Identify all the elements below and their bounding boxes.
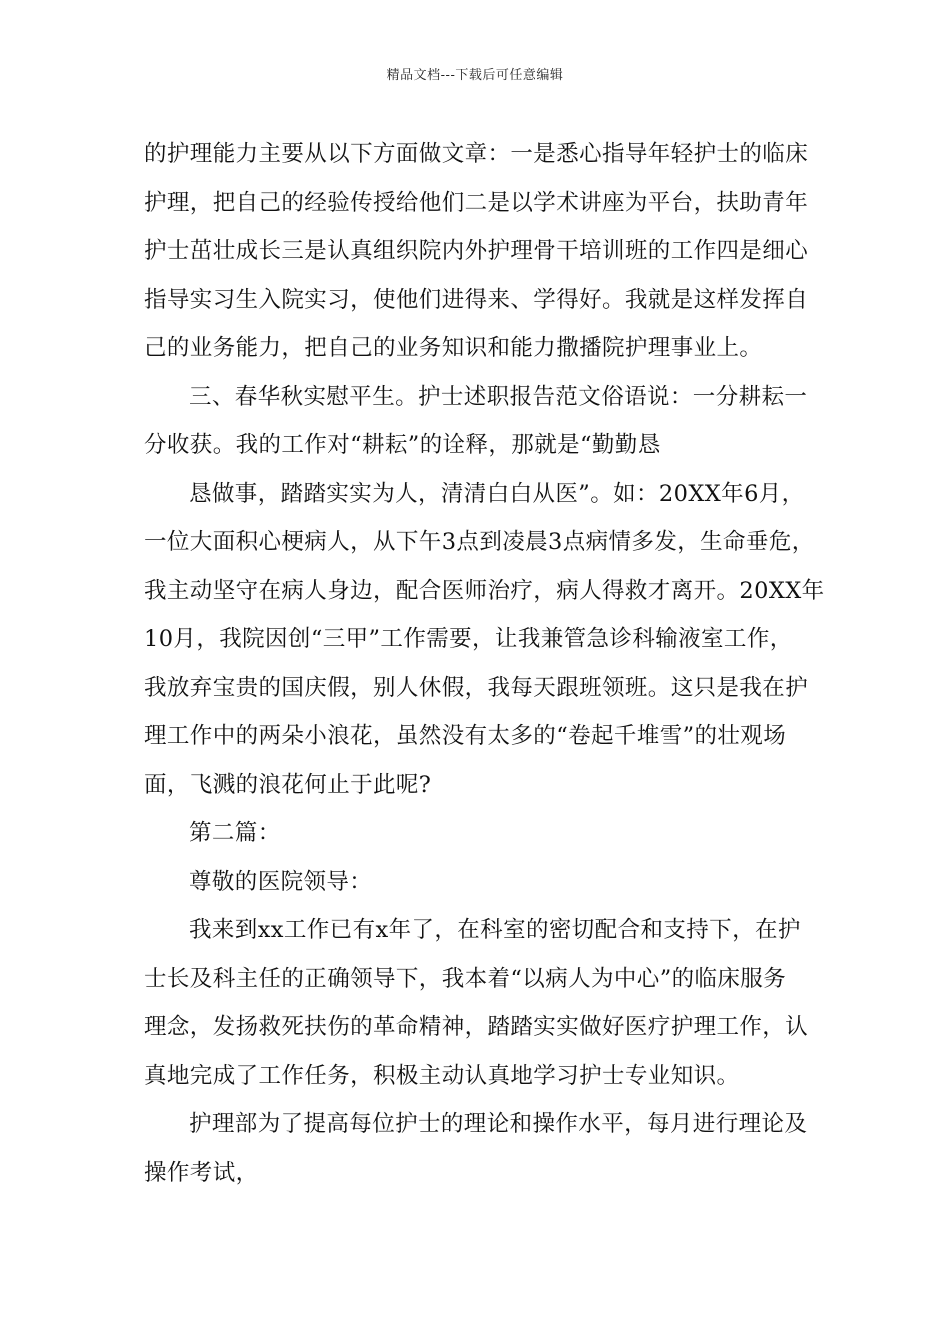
- body-line: 理念，发扬救死扶伤的革命精神，踏踏实实做好医疗护理工作，认: [144, 1014, 809, 1040]
- body-line: 10月，我院因创“三甲”工作需要，让我兼管急诊科输液室工作，: [144, 626, 793, 652]
- body-line: 理工作中的两朵小浪花，虽然没有太多的“卷起千堆雪”的壮观场: [144, 723, 787, 749]
- body-line: 恳做事，踏踏实实为人，清清白白从医”。如：20XX年6月，: [189, 480, 805, 507]
- section-heading: 第二篇：: [189, 820, 281, 846]
- document-body: [144, 130, 824, 1197]
- body-line: 护理部为了提高每位护士的理论和操作水平，每月进行理论及: [189, 1111, 808, 1137]
- body-line: 真地完成了工作任务，积极主动认真地学习护士专业知识。: [144, 1062, 740, 1089]
- body-line: 一位大面积心梗病人，从下午3点到凌晨3点病情多发，生命垂危，: [144, 529, 815, 555]
- body-line: 指导实习生入院实习，使他们进得来、学得好。我就是这样发挥自: [144, 286, 809, 313]
- page-header: 精品文档---下载后可任意编辑: [386, 68, 564, 83]
- body-line: 己的业务能力，把自己的业务知识和能力撒播院护理事业上。: [144, 335, 763, 361]
- salutation: 尊敬的医院领导：: [189, 868, 373, 895]
- body-line: 护理，把自己的经验传授给他们二是以学术讲座为平台，扶助青年: [144, 189, 809, 216]
- body-line: 三、春华秋实慰平生。护士述职报告范文俗语说：一分耕耘一: [189, 383, 808, 410]
- body-line: 分收获。我的工作对“耕耘”的诠释，那就是“勤勤恳: [144, 432, 661, 458]
- body-line: 士长及科主任的正确领导下，我本着“以病人为中心”的临床服务: [144, 965, 787, 992]
- body-line: 操作考试，: [144, 1159, 259, 1186]
- body-line: 我主动坚守在病人身边，配合医师治疗，病人得救才离开。20XX年: [144, 577, 825, 604]
- body-line: 我来到xx工作已有x年了，在科室的密切配合和支持下，在护: [189, 917, 801, 943]
- body-line: 的护理能力主要从以下方面做文章：一是悉心指导年轻护士的临床: [144, 141, 809, 167]
- body-line: 护士茁壮成长三是认真组织院内外护理骨干培训班的工作四是细心: [144, 238, 809, 264]
- body-line: 我放弃宝贵的国庆假，别人休假，我每天跟班领班。这只是我在护: [144, 674, 809, 701]
- body-line: 面，飞溅的浪花何止于此呢?: [144, 771, 432, 798]
